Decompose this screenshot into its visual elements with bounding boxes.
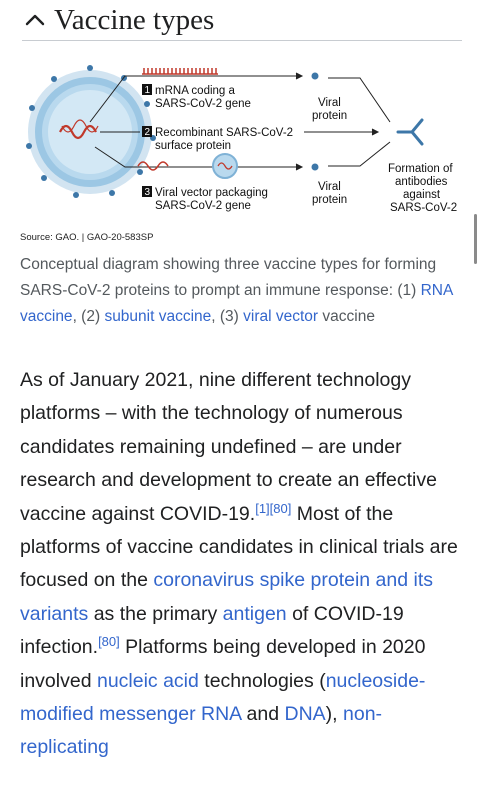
article-paragraph: As of January 2021, nine different technology platforms – with the technology of numerous candidates remaining undefined – are under research and development to create an effective vaccine against COVID-19.[1][80] Most of the platforms of vaccine candidates in clinical trials are focused on the coronavirus spike protein and its variants as the primary antigen of COVID-19 infection.[80] Platforms being developed in 2020 involved nucleic acid technologies (nucleoside-modified messenger RNA and DNA), non-replicating (20, 369, 458, 759)
step-2-line-2: surface protein (155, 140, 232, 152)
step-3-number: 3 (144, 187, 151, 198)
vaccine-types-diagram[interactable] (20, 62, 465, 244)
step-3-line-2: SARS-CoV-2 gene (155, 200, 251, 212)
chevron-up-icon[interactable] (22, 7, 48, 33)
image-caption: Conceptual diagram showing three vaccine types for forming SARS-CoV-2 proteins to prompt an immune response: (1) RNA vaccine, (2) subunit vaccine, (3) viral vector vaccine (20, 256, 453, 325)
diagram-source: Source: GAO. | GAO-20-583SP (20, 232, 154, 243)
step-1-number: 1 (144, 85, 151, 96)
antibodies-label-1: Formation of (388, 163, 453, 175)
step-1-line-2: SARS-CoV-2 gene (155, 98, 251, 110)
dna-link[interactable]: DNA (284, 703, 326, 726)
viral-protein-icon (312, 73, 319, 80)
antibody-icon (398, 120, 422, 144)
non-replicating-link[interactable]: non-replicating (20, 703, 383, 759)
section-title: Vaccine types (54, 3, 215, 36)
antibodies-label-2: antibodies (395, 176, 448, 188)
antigen-link[interactable]: antigen (222, 602, 287, 625)
scrollbar-thumb[interactable] (474, 214, 477, 264)
subunit-vaccine-link[interactable]: subunit vaccine (104, 308, 212, 325)
reference-1-link[interactable]: [1] (255, 500, 270, 516)
viral-protein-label-bottom-2: protein (312, 194, 348, 206)
viral-vector-icon (138, 154, 237, 178)
reference-80-link[interactable]: [80] (269, 500, 292, 516)
step-2-number: 2 (144, 127, 151, 138)
nucleic-acid-link[interactable]: nucleic acid (96, 669, 199, 692)
viral-protein-label-bottom-1: Viral (318, 181, 341, 193)
step-2-line-1: Recombinant SARS-CoV-2 (155, 127, 294, 139)
viral-protein-label-top-1: Viral (318, 97, 341, 109)
viral-protein-label-top-2: protein (312, 110, 348, 122)
antibodies-label-3: against (403, 189, 441, 201)
antibodies-label-4: SARS-CoV-2 (390, 202, 458, 214)
mrna-strand-icon (142, 68, 218, 74)
step-3-line-1: Viral vector packaging (155, 187, 268, 199)
viral-vector-link[interactable]: viral vector (243, 308, 319, 325)
viral-protein-icon (312, 164, 319, 171)
rna-vaccine-link[interactable]: RNA vaccine (20, 282, 453, 325)
step-1-line-1: mRNA coding a (155, 85, 235, 97)
coronavirus-spike-protein-link[interactable]: coronavirus spike protein and its variants (20, 569, 434, 625)
section-header[interactable] (22, 0, 462, 41)
nucleoside-modified-mrna-link[interactable]: nucleoside-modified messenger RNA (20, 669, 426, 726)
reference-80-link-2[interactable]: [80] (98, 634, 120, 650)
